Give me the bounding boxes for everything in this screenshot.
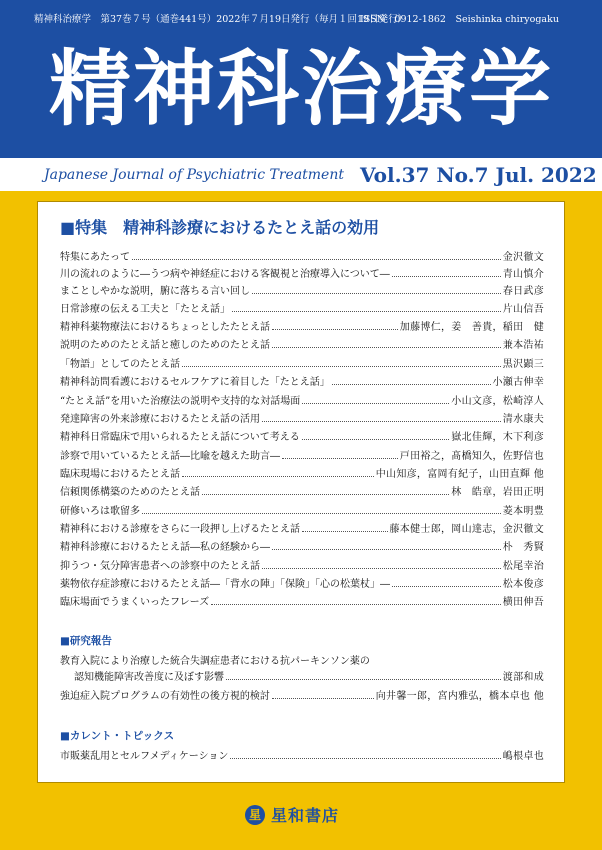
toc-entry-title: 精神科日常臨床で用いられるたとえ話について考える	[60, 432, 300, 443]
subtitle-bar	[0, 158, 602, 191]
leader-dots	[262, 414, 501, 422]
toc-entry[interactable]	[60, 318, 544, 334]
toc-entry-author: 戸田裕之，髙橋知久，佐野信也	[399, 451, 544, 462]
issn-line: ISSN 0912-1862 Seishinka chiryogaku	[360, 14, 559, 25]
toc-entry[interactable]	[60, 465, 544, 481]
leader-dots	[230, 751, 500, 759]
toc-entry-title: 診察で用いているたとえ話―比喩を越えた助言―	[60, 451, 280, 462]
toc-entry-author: 林 皓章，岩田正明	[451, 487, 544, 498]
toc-entry-author: 春日武彦	[502, 286, 544, 297]
toc-entry-title: 特集にあたって	[60, 252, 130, 263]
toc-entry-author: 小山文彦，松崎淳人	[451, 396, 544, 407]
leader-dots	[272, 340, 501, 348]
toc-entry[interactable]	[60, 248, 544, 264]
toc-entry-author: 向井馨一郎，宮内雅弘，橋本卓也 他	[375, 691, 544, 702]
toc-entry[interactable]	[60, 410, 544, 426]
toc-entry-title: 説明のためのたとえ話と癒しのためのたとえ話	[60, 340, 270, 351]
toc-entry-author: 朴 秀賢	[502, 542, 544, 553]
topics-heading: ■カレント・トピックス	[60, 730, 175, 742]
toc-entry-title: 強迫症入院プログラムの有効性の後方視的検討	[60, 691, 270, 702]
leader-dots	[272, 322, 398, 330]
leader-dots	[272, 542, 501, 550]
toc-entry-title: 精神科診療におけるたとえ話―私の経験から―	[60, 542, 270, 553]
toc-entry-title: 薬物依存症診療におけるたとえ話―「背水の陣」「保険」「心の松葉杖」―	[60, 579, 390, 590]
toc-entry-author: 渡部和成	[502, 672, 544, 683]
leader-dots	[202, 487, 449, 495]
leader-dots	[272, 691, 374, 699]
toc-entry-author: 小瀬古伸幸	[492, 377, 544, 388]
toc-entry-author: 横田伸吾	[502, 597, 544, 608]
research-item-title-line1[interactable]: 教育入院により治療した統合失調症患者における抗パーキンソン薬の	[60, 656, 370, 667]
toc-entry-author: 兼本浩祐	[502, 340, 544, 351]
leader-dots	[302, 524, 388, 532]
leader-dots	[226, 672, 501, 680]
special-feature-heading: ■特集 精神科診療におけるたとえ話の効用	[60, 218, 380, 237]
publisher-logo-icon: 星	[245, 805, 265, 825]
toc-entry-author: 松本俊彦	[502, 579, 544, 590]
toc-entry[interactable]	[60, 300, 544, 316]
toc-entry-title: “たとえ話”を用いた治療法の説明や支持的な対話場面	[60, 396, 301, 407]
publisher-name: 星和書店	[271, 806, 340, 825]
toc-entry-title: まことしやかな説明，腑に落ちる言い回し	[60, 286, 250, 297]
leader-dots	[392, 269, 501, 277]
journal-title: 精神科治療学	[48, 42, 553, 137]
toc-entry-title: 信頼関係構築のためのたとえ話	[60, 487, 200, 498]
toc-entry-author: 青山慎介	[502, 269, 544, 280]
leader-dots	[332, 377, 491, 385]
cover-header	[0, 0, 602, 158]
leader-dots	[232, 304, 501, 312]
toc-entry-author: 松尾幸治	[502, 561, 544, 572]
leader-dots	[302, 432, 449, 440]
leader-dots	[142, 506, 501, 514]
toc-entry[interactable]	[60, 687, 544, 703]
toc-entry-author: 黒沢顕三	[502, 359, 544, 370]
toc-entry[interactable]	[60, 575, 544, 591]
toc-entry[interactable]	[60, 282, 544, 298]
toc-entry[interactable]	[60, 557, 544, 573]
english-title: Japanese Journal of Psychiatric Treatment	[44, 167, 344, 183]
leader-dots	[182, 469, 374, 477]
toc-entry-title: 精神科薬物療法におけるちょっとしたたとえ話	[60, 322, 270, 333]
toc-entry-author: 片山信吾	[502, 304, 544, 315]
research-heading: ■研究報告	[60, 635, 112, 647]
toc-entry[interactable]	[60, 373, 544, 389]
toc-entry-author: 清水康夫	[502, 414, 544, 425]
toc-entry-title: 発達障害の外来診療におけるたとえ話の活用	[60, 414, 260, 425]
publication-info: 精神科治療学 第37巻７号（通巻441号）2022年７月19日発行（毎月１回19日発行）	[34, 14, 408, 25]
leader-dots	[252, 286, 501, 294]
toc-entry-title: 「物語」としてのたとえ話	[60, 359, 180, 370]
toc-entry[interactable]	[60, 447, 544, 463]
leader-dots	[182, 359, 501, 367]
toc-entry-title: 精神科訪問看護におけるセルフケアに着目した「たとえ話」	[60, 377, 330, 388]
publisher	[245, 803, 339, 826]
toc-entry-author: 嶽北佳輝，木下利彦	[451, 432, 544, 443]
toc-entry-title: 精神科における診療をさらに一段押し上げるたとえ話	[60, 524, 300, 535]
leader-dots	[302, 396, 449, 404]
toc-entry[interactable]	[60, 355, 544, 371]
toc-entry[interactable]	[60, 538, 544, 554]
toc-entry-author: 中山知彦，富岡有紀子，山田直輝 他	[375, 469, 544, 480]
toc-entry[interactable]	[60, 392, 544, 408]
toc-entry-title: 研修いろは歌留多	[60, 506, 140, 517]
toc-entry[interactable]	[60, 428, 544, 444]
toc-entry-title: 抑うつ・気分障害患者への診察中のたとえ話	[60, 561, 260, 572]
volume-issue: Vol.37 No.7 Jul. 2022	[360, 163, 597, 187]
toc-entry[interactable]	[60, 483, 544, 499]
leader-dots	[132, 252, 501, 260]
leader-dots	[262, 561, 501, 569]
toc-entry[interactable]	[60, 265, 544, 281]
toc-entry-title: 認知機能障害改善度に及ぼす影響	[74, 672, 224, 683]
toc-entry-title: 臨床場面でうまくいったフレーズ	[60, 597, 210, 608]
toc-entry[interactable]	[60, 520, 544, 536]
leader-dots	[211, 597, 501, 605]
toc-entry-author: 金沢徹文	[502, 252, 544, 263]
toc-entry[interactable]	[60, 668, 544, 684]
toc-entry-author: 藤本健士郎，岡山達志，金沢徹文	[389, 524, 544, 535]
toc-entry[interactable]	[60, 336, 544, 352]
toc-entry[interactable]	[60, 502, 544, 518]
toc-entry-title: 日常診療の伝える工夫と「たとえ話」	[60, 304, 230, 315]
toc-entry-title: 川の流れのように―うつ病や神経症における客観視と治療導入について―	[60, 269, 390, 280]
leader-dots	[392, 579, 501, 587]
toc-entry-title: 市販薬乱用とセルフメディケーション	[60, 751, 229, 762]
toc-entry-title: 臨床現場におけるたとえ話	[60, 469, 180, 480]
toc-entry-author: 加藤博仁，姜 善貴，稲田 健	[399, 322, 544, 333]
toc-entry[interactable]	[60, 747, 544, 763]
toc-entry-author: 菱本明豊	[502, 506, 544, 517]
leader-dots	[282, 451, 398, 459]
toc-entry[interactable]	[60, 593, 544, 609]
toc-entry-author: 嶋根卓也	[502, 751, 544, 762]
